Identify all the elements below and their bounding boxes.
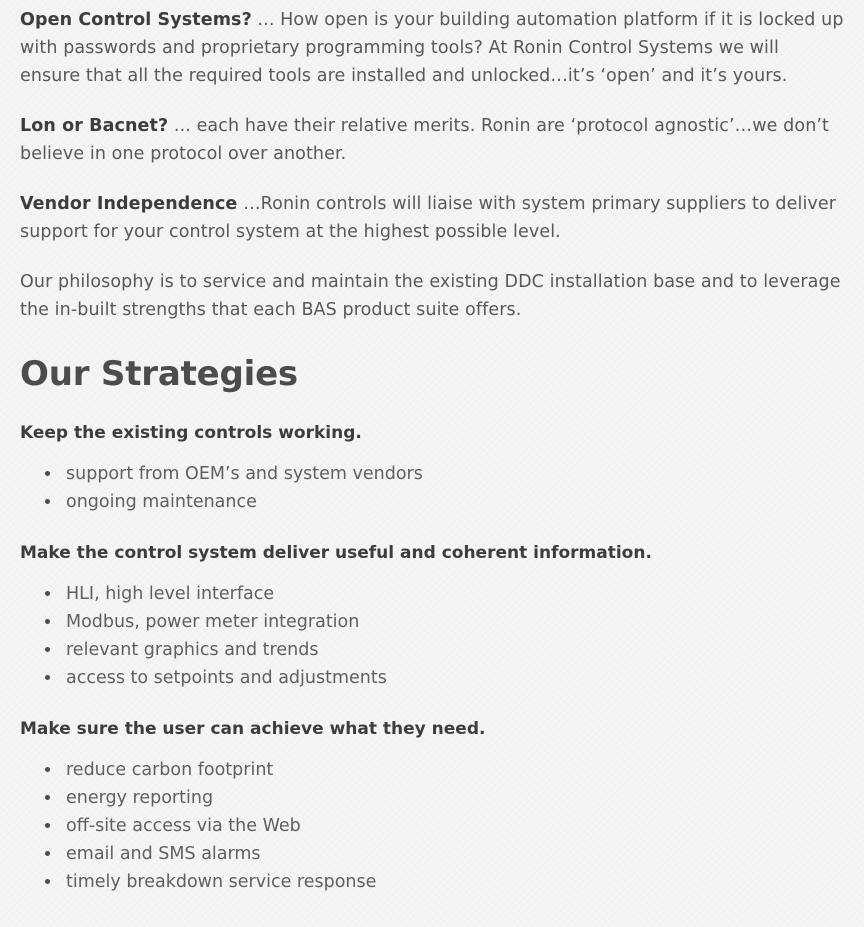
paragraph-text: Our philosophy is to service and maintain the existing DDC installation base and to leverage the in-built strengths that each BAS product suite offers. bbox=[20, 272, 841, 320]
article-content bbox=[0, 6, 864, 896]
paragraph-lon-or-bacnet bbox=[20, 112, 844, 168]
list-item: • support from OEM’s and system vendors bbox=[62, 460, 844, 488]
paragraph-text: …Ronin controls will liaise with system primary suppliers to deliver support for your control system at the highest possible level. bbox=[20, 194, 837, 242]
paragraph-open-control-systems bbox=[20, 6, 844, 90]
list-item: • HLI, high level interface bbox=[62, 580, 844, 608]
list-item: • email and SMS alarms bbox=[62, 840, 844, 868]
strategy-heading-keep-controls-working bbox=[20, 420, 844, 446]
strategy-heading-tail: . bbox=[645, 543, 652, 563]
paragraph-text: ... each have their relative merits. Ronin are ‘protocol agnostic’…we don’t believe in one protocol over another. bbox=[20, 116, 830, 164]
list-item: • ongoing maintenance bbox=[62, 488, 844, 516]
list-item: • Modbus, power meter integration bbox=[62, 608, 844, 636]
strategy-heading-text: Make the control system deliver useful and coherent information bbox=[20, 543, 646, 563]
list-item: • energy reporting bbox=[62, 784, 844, 812]
list-item: • off-site access via the Web bbox=[62, 812, 844, 840]
list-item: • relevant graphics and trends bbox=[62, 636, 844, 664]
paragraph-lead: Open Control Systems? bbox=[20, 10, 252, 30]
strategy-list-user-achieve-needs bbox=[20, 756, 844, 896]
list-item: • reduce carbon footprint bbox=[62, 756, 844, 784]
paragraph-lead: Lon or Bacnet? bbox=[20, 116, 169, 136]
strategy-heading-text: Make sure the user can achieve what they need. bbox=[20, 719, 486, 739]
strategy-list-keep-controls-working bbox=[20, 460, 844, 516]
paragraph-philosophy bbox=[20, 268, 844, 324]
paragraph-vendor-independence bbox=[20, 190, 844, 246]
strategy-list-coherent-information bbox=[20, 580, 844, 692]
section-heading-our-strategies: Our Strategies bbox=[20, 354, 298, 394]
strategy-heading-tail: . bbox=[355, 423, 362, 443]
paragraph-text: ... How open is your building automation platform if it is locked up with passwords and proprietary programming tools? At Ronin Control Systems we will ensure that all the required tools are installed and unlocked…it’s ‘open’ and it’s yours. bbox=[20, 10, 844, 86]
strategy-heading-coherent-information bbox=[20, 540, 844, 566]
strategy-heading-user-achieve-needs bbox=[20, 716, 844, 742]
paragraph-lead: Vendor Independence bbox=[20, 194, 238, 214]
list-item: • timely breakdown service response bbox=[62, 868, 844, 896]
list-item: • access to setpoints and adjustments bbox=[62, 664, 844, 692]
strategy-heading-text: Keep the existing controls working bbox=[20, 423, 356, 443]
